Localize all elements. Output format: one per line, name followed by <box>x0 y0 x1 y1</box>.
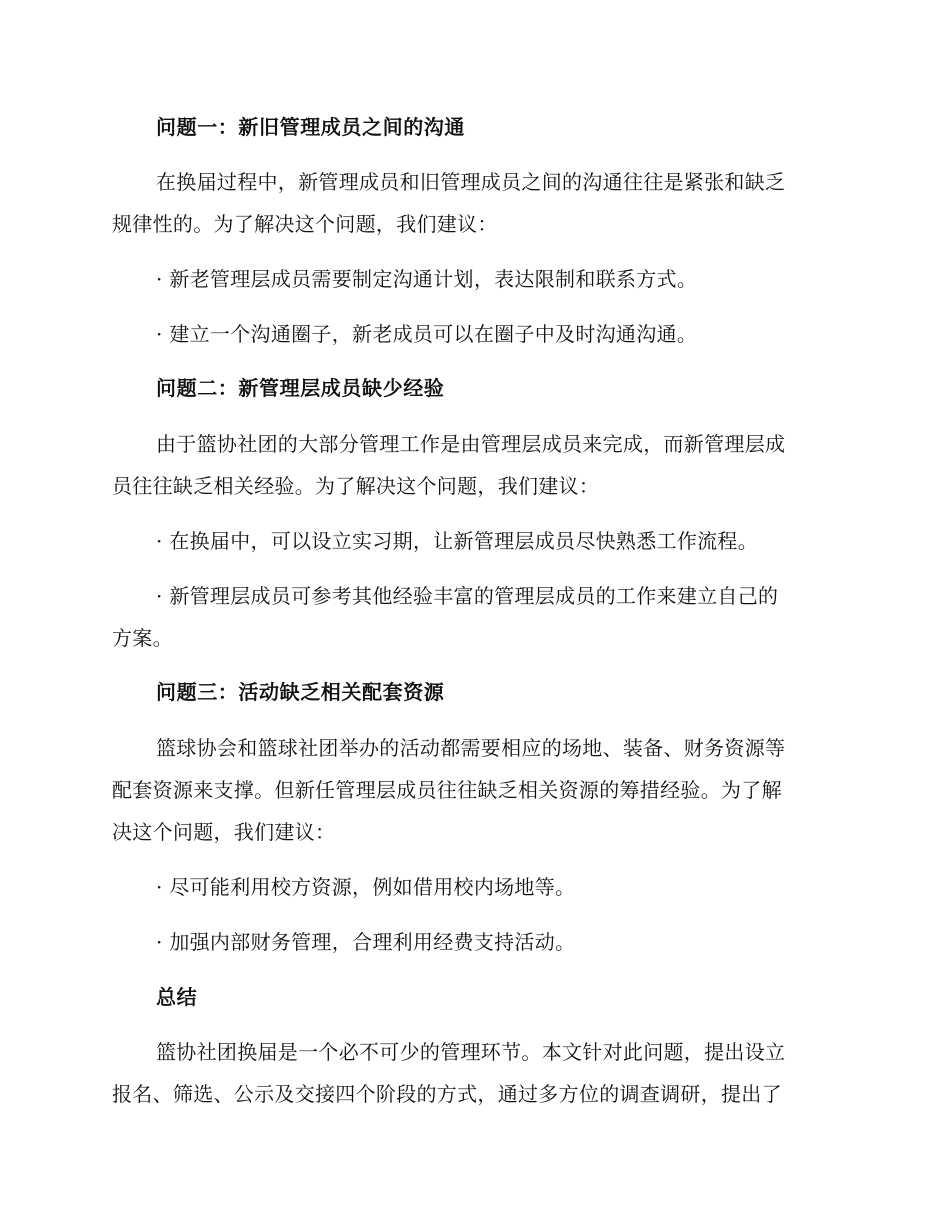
paragraph-line: 决这个问题，我们建议： <box>112 820 336 844</box>
bullet-item: · 建立一个沟通圈子，新老成员可以在圈子中及时沟通沟通。 <box>156 322 698 346</box>
paragraph-line: 在换届过程中，新管理成员和旧管理成员之间的沟通往往是紧张和缺乏 <box>156 170 786 194</box>
paragraph-line: 篮球协会和篮球社团举办的活动都需要相应的场地、装备、财务资源等 <box>156 736 786 760</box>
section-heading: 问题二：新管理层成员缺少经验 <box>156 376 445 400</box>
paragraph-line: 员往往缺乏相关经验。为了解决这个问题，我们建议： <box>112 474 600 498</box>
paragraph-line: 篮协社团换届是一个必不可少的管理环节。本文针对此问题，提出设立 <box>156 1040 786 1064</box>
paragraph-line: 报名、筛选、公示及交接四个阶段的方式，通过多方位的调查调研，提出了 <box>112 1082 782 1106</box>
paragraph-line: 由于篮协社团的大部分管理工作是由管理层成员来完成，而新管理层成 <box>156 432 786 456</box>
section-heading: 问题一：新旧管理成员之间的沟通 <box>156 115 465 139</box>
bullet-item: · 在换届中，可以设立实习期，让新管理层成员尽快熟悉工作流程。 <box>156 529 759 553</box>
bullet-item: · 新管理层成员可参考其他经验丰富的管理层成员的工作来建立自己的 <box>156 584 779 608</box>
section-heading: 总结 <box>156 985 198 1009</box>
paragraph-line: 配套资源来支撑。但新任管理层成员往往缺乏相关资源的筹措经验。为了解 <box>112 778 782 802</box>
bullet-item: · 加强内部财务管理，合理利用经费支持活动。 <box>156 930 576 954</box>
bullet-item: · 尽可能利用校方资源，例如借用校内场地等。 <box>156 875 576 899</box>
paragraph-line: 规律性的。为了解决这个问题，我们建议： <box>112 212 498 236</box>
section-heading: 问题三：活动缺乏相关配套资源 <box>156 680 445 704</box>
bullet-item: · 新老管理层成员需要制定沟通计划，表达限制和联系方式。 <box>156 267 698 291</box>
bullet-item-continuation: 方案。 <box>112 626 173 650</box>
